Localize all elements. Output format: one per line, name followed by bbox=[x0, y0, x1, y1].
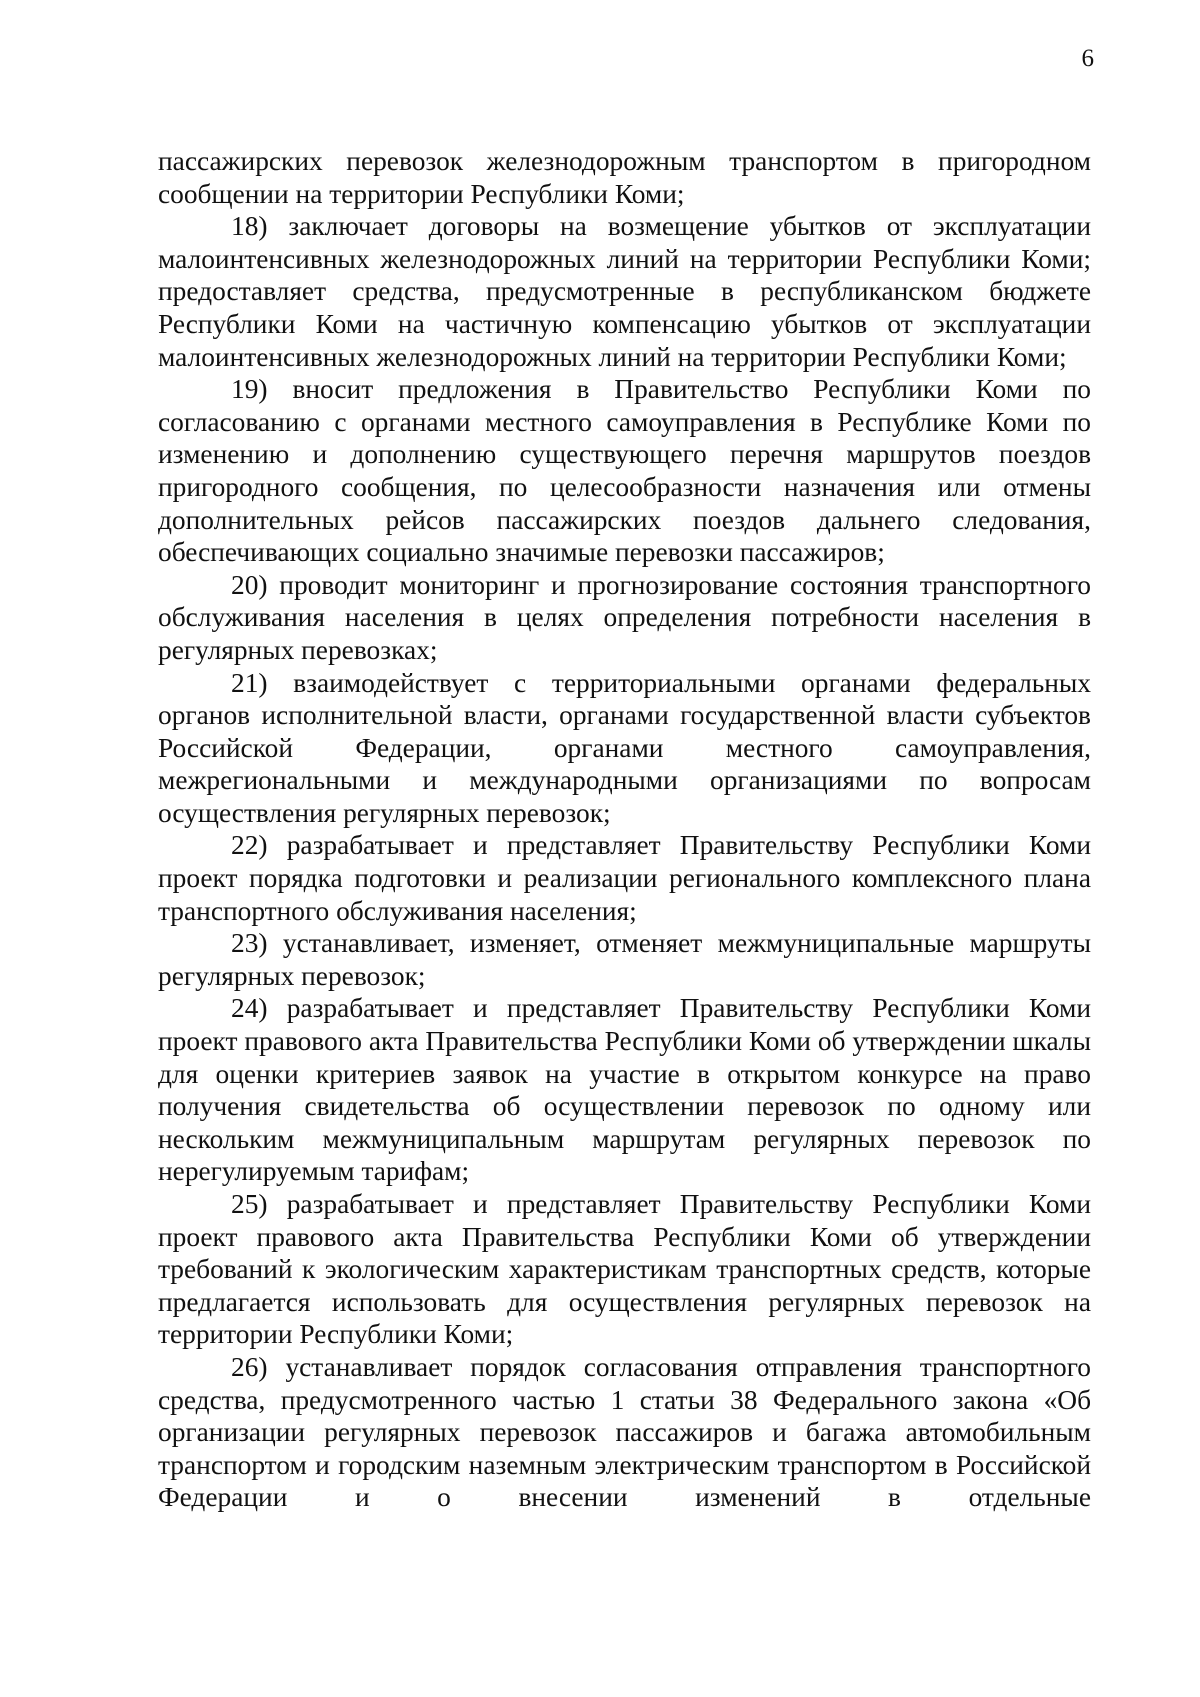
paragraph-item-25: 25) разрабатывает и представляет Правительству Республики Коми проект правового акта Правительства Республики Коми об утверждении требований к экологическим характеристикам транспортных средств, которые предлагается использовать для осуществления регулярных перевозок на территории Республики Коми; bbox=[158, 1189, 1091, 1350]
paragraph-item-18: 18) заключает договоры на возмещение убытков от эксплуатации малоинтенсивных железнодорожных линий на территории Республики Коми; предоставляет средства, предусмотренные в республиканском бюджете Республики Коми на частичную компенсацию убытков от эксплуатации малоинтенсивных железнодорожных линий на территории Республики Коми; bbox=[158, 211, 1091, 372]
paragraph-item-20: 20) проводит мониторинг и прогнозирование состояния транспортного обслуживания населения в целях определения потребности населения в регулярных перевозках; bbox=[158, 569, 1091, 665]
document-body bbox=[158, 145, 1091, 1514]
paragraph-item-24: 24) разрабатывает и представляет Правительству Республики Коми проект правового акта Правительства Республики Коми об утверждении шкалы для оценки критериев заявок на участие в открытом конкурсе на право получения свидетельства об осуществлении перевозок по одному или нескольким межмуниципальным маршрутам регулярных перевозок по нерегулируемым тарифам; bbox=[158, 993, 1091, 1187]
paragraph-item-23: 23) устанавливает, изменяет, отменяет межмуниципальные маршруты регулярных перевозок; bbox=[158, 928, 1091, 991]
page-number: 6 bbox=[1081, 45, 1094, 72]
paragraph-item-21: 21) взаимодействует с территориальными органами федеральных органов исполнительной власти, органами государственной власти субъектов Российской Федерации, органами местного самоуправления, межрегиональными и международными организациями по вопросам осуществления регулярных перевозок; bbox=[158, 667, 1091, 828]
paragraph-item-22: 22) разрабатывает и представляет Правительству Республики Коми проект порядка подготовки и реализации регионального комплексного плана транспортного обслуживания населения; bbox=[158, 830, 1091, 926]
paragraph-item-26: 26) устанавливает порядок согласования отправления транспортного средства, предусмотренного частью 1 статьи 38 Федерального закона «Об организации регулярных перевозок пассажиров и багажа автомобильным транспортом и городским наземным электрическим транспортом в Российской Федерации и о внесении изменений в отдельные bbox=[158, 1351, 1091, 1513]
paragraph-continuation: пассажирских перевозок железнодорожным транспортом в пригородном сообщении на территории Республики Коми; bbox=[158, 146, 1091, 209]
paragraph-item-19: 19) вносит предложения в Правительство Республики Коми по согласованию с органами местного самоуправления в Республике Коми по изменению и дополнению существующего перечня маршрутов поездов пригородного сообщения, по целесообразности назначения или отмены дополнительных рейсов пассажирских поездов дальнего следования, обеспечивающих социально значимые перевозки пассажиров; bbox=[158, 374, 1091, 568]
